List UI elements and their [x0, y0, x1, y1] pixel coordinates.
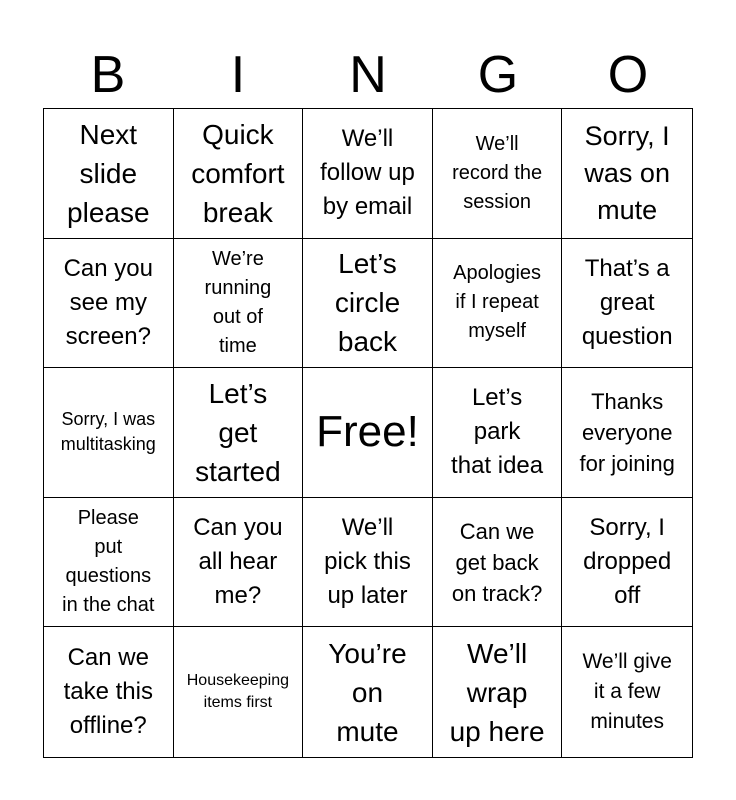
bingo-cell[interactable] — [44, 239, 174, 369]
bingo-cell-text: Let’s park that idea — [451, 384, 544, 480]
bingo-board — [43, 108, 693, 758]
bingo-cell-text: You’re on mute — [328, 637, 407, 747]
bingo-cell-text: Quick comfort break — [191, 118, 285, 228]
header-letter-i: I — [230, 46, 246, 104]
bingo-cell-text: We’ll give it a few minutes — [582, 650, 672, 734]
bingo-cell-text: Let’s circle back — [334, 248, 401, 358]
bingo-cell[interactable] — [303, 627, 433, 757]
bingo-cell[interactable] — [433, 368, 563, 498]
bingo-cell[interactable] — [433, 239, 563, 369]
bingo-cell-text: We’ll wrap up here — [449, 637, 545, 747]
free-space-label: Free! — [316, 407, 419, 457]
bingo-cell-text: We’ll record the session — [452, 132, 543, 213]
bingo-cell-text: Thanks everyone for joining — [579, 388, 675, 476]
bingo-cell[interactable] — [562, 627, 692, 757]
header-letter-n: N — [349, 46, 387, 104]
bingo-cell[interactable] — [562, 109, 692, 239]
bingo-cell[interactable] — [174, 239, 304, 369]
header-letter-g: G — [477, 46, 519, 104]
bingo-cell[interactable] — [303, 498, 433, 628]
bingo-cell[interactable] — [433, 109, 563, 239]
bingo-cell-text: We’re running out of time — [204, 247, 272, 357]
bingo-cell[interactable] — [562, 239, 692, 369]
header-letter-b: B — [90, 46, 126, 104]
bingo-header — [43, 44, 693, 106]
bingo-cell-text: We’ll follow up by email — [320, 125, 415, 221]
bingo-cell[interactable] — [44, 368, 174, 498]
bingo-cell-text: Can we get back on track? — [451, 518, 543, 606]
bingo-cell-text: That’s a great question — [581, 254, 673, 350]
bingo-cell-text: Let’s get started — [195, 377, 281, 487]
bingo-cell-text: Sorry, I was on mute — [584, 120, 670, 225]
bingo-cell-text: Apologies if I repeat myself — [453, 262, 542, 343]
bingo-cell[interactable] — [44, 109, 174, 239]
bingo-cell-text: Next slide please — [67, 118, 150, 228]
bingo-cell[interactable] — [433, 498, 563, 628]
bingo-cell[interactable] — [174, 627, 304, 757]
bingo-cell-text: Can we take this offline? — [63, 644, 153, 740]
bingo-cell[interactable] — [303, 239, 433, 369]
bingo-cell-text: We’ll pick this up later — [324, 514, 411, 610]
bingo-cell[interactable] — [174, 498, 304, 628]
bingo-cell-text: Housekeeping items first — [186, 672, 290, 712]
bingo-cell[interactable] — [303, 109, 433, 239]
bingo-cell-text: Please put questions in the chat — [62, 507, 155, 617]
bingo-cell[interactable] — [433, 627, 563, 757]
bingo-cell[interactable] — [174, 109, 304, 239]
bingo-cell[interactable] — [44, 498, 174, 628]
bingo-cell-text: Sorry, I was multitasking — [60, 409, 156, 455]
bingo-cell-text: Sorry, I dropped off — [583, 514, 672, 610]
header-letter-o: O — [607, 46, 649, 104]
bingo-cell[interactable] — [562, 498, 692, 628]
bingo-cell-text: Can you all hear me? — [193, 514, 283, 610]
bingo-cell[interactable] — [174, 368, 304, 498]
bingo-free-cell[interactable] — [303, 368, 433, 498]
bingo-cell-text: Can you see my screen? — [63, 254, 153, 350]
bingo-cell[interactable] — [44, 627, 174, 757]
bingo-cell[interactable] — [562, 368, 692, 498]
